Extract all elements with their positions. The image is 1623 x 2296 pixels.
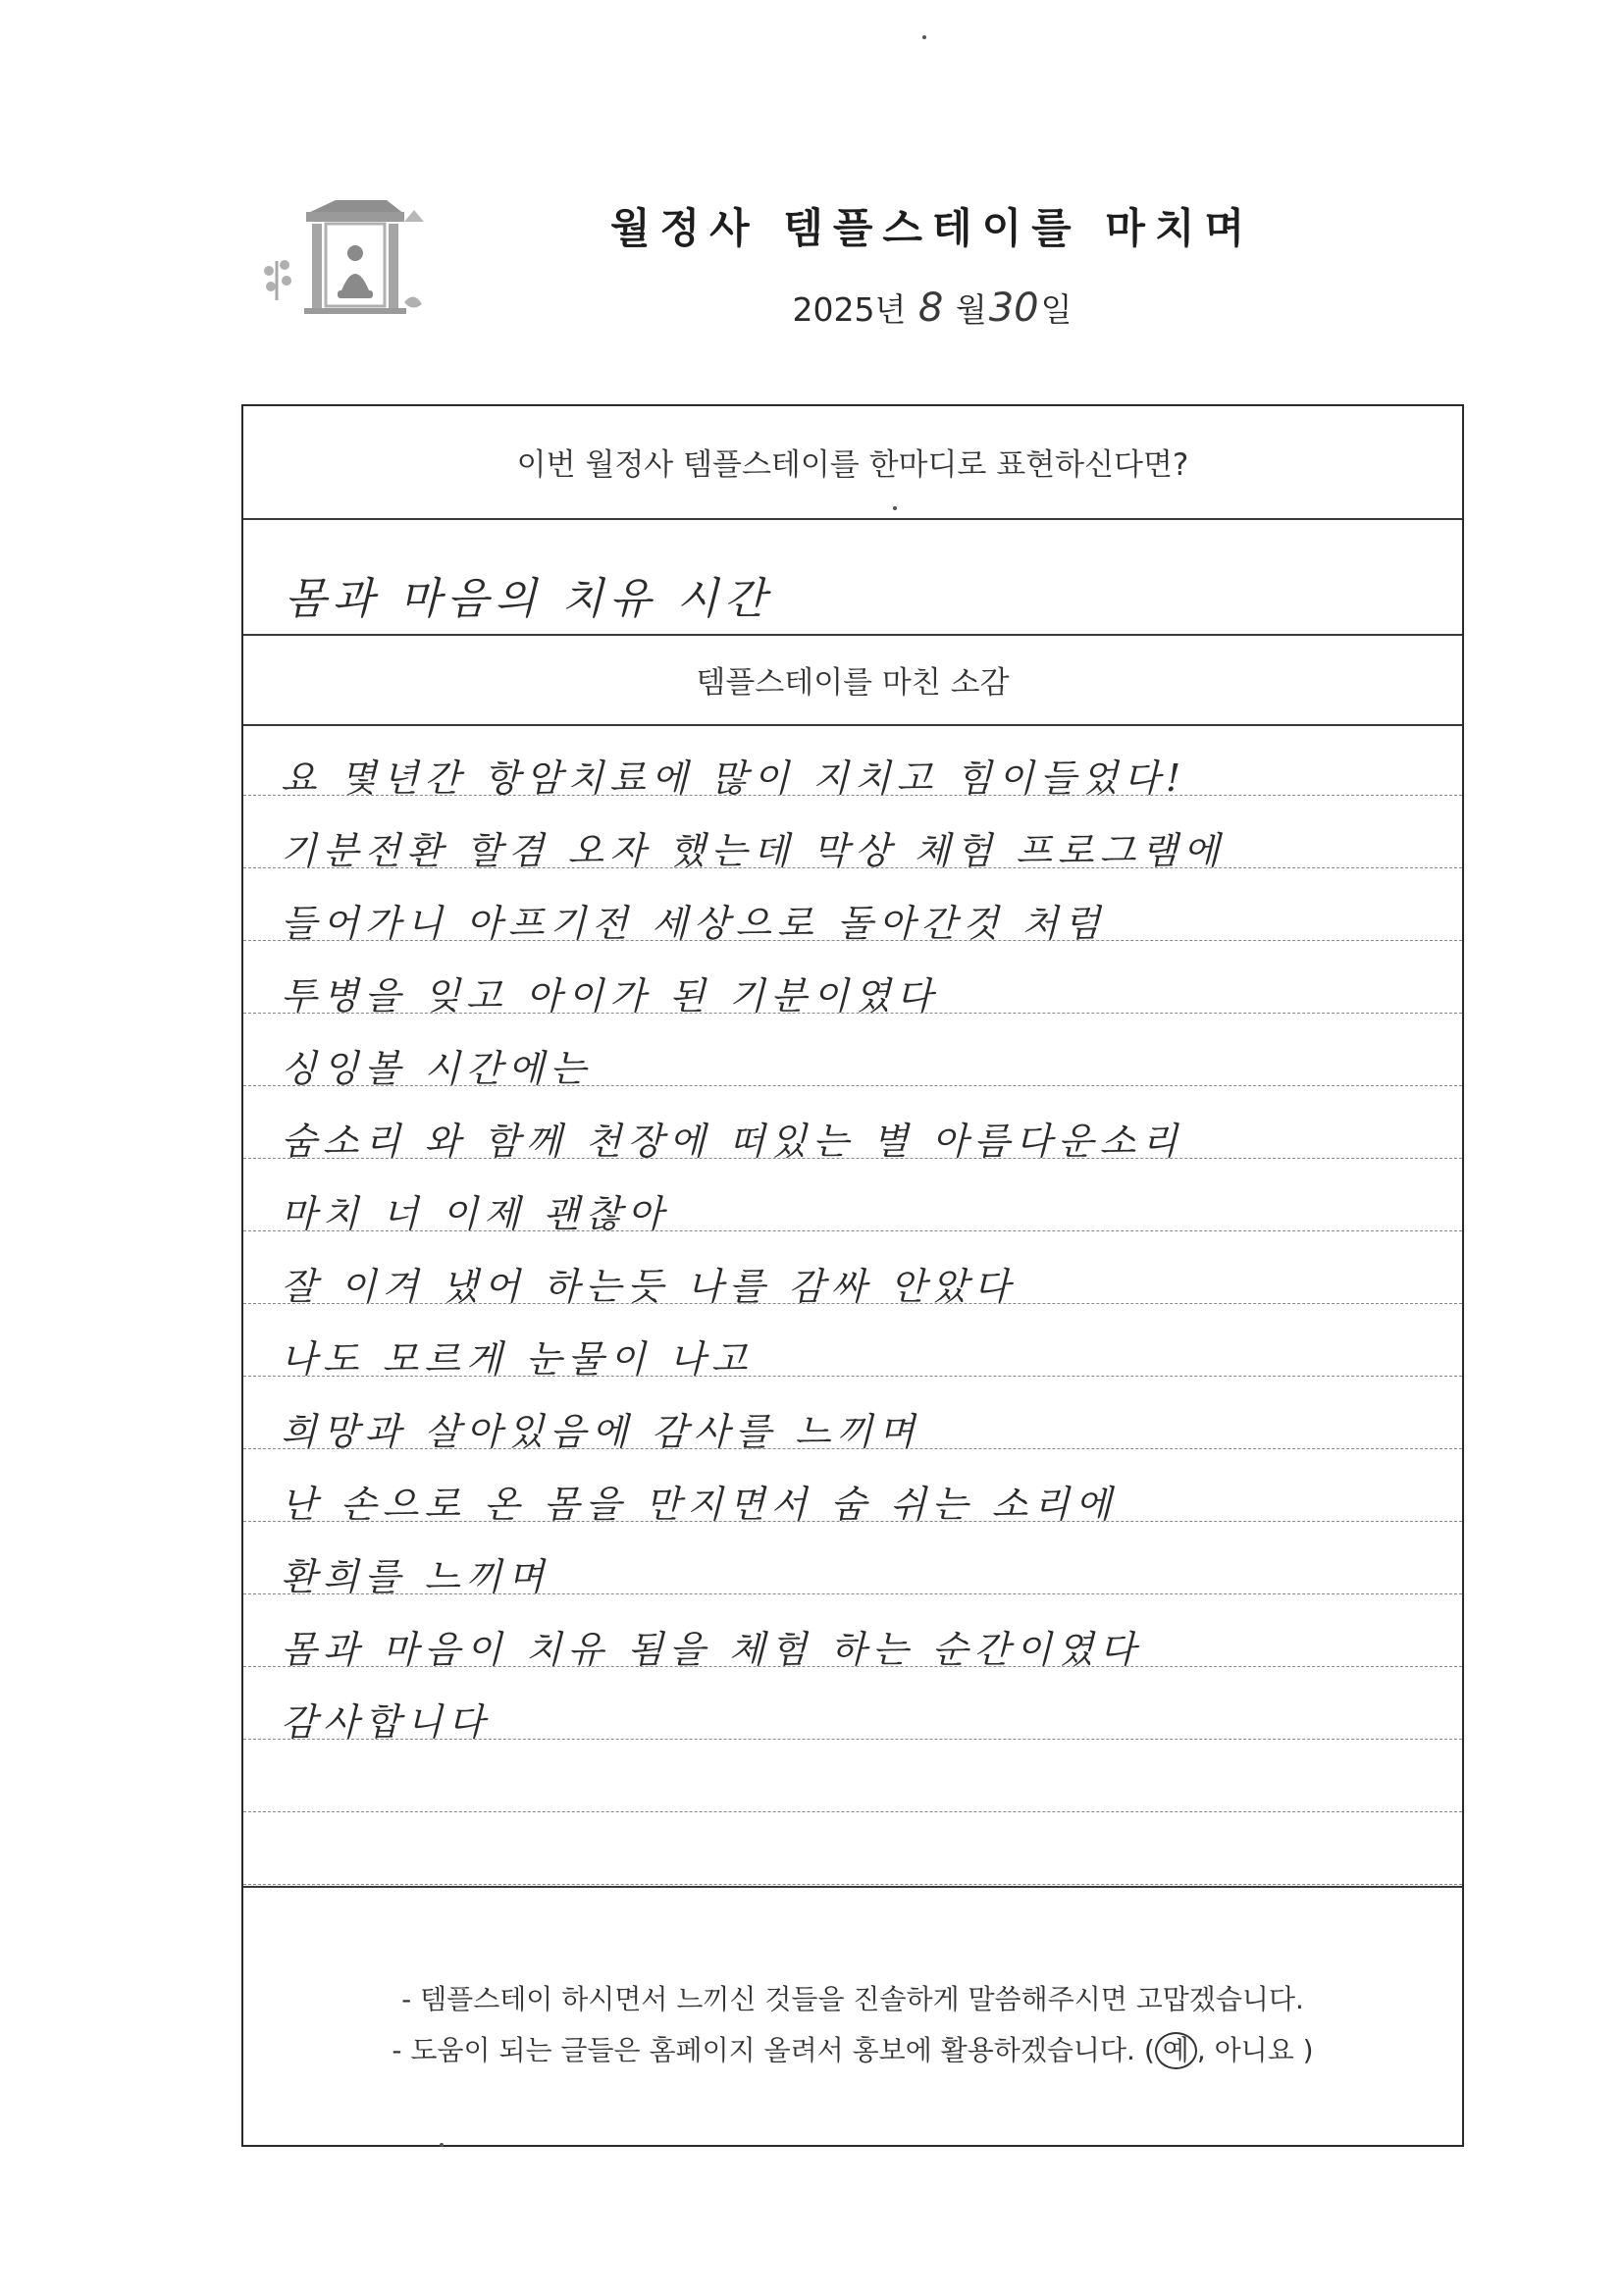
- scan-speck: [893, 506, 897, 510]
- impression-line: 요 몇년간 항암치료에 많이 지치고 힘이들었다!: [281, 757, 1187, 800]
- impression-line: 마치 너 이제 괜찮아: [281, 1192, 669, 1235]
- one-word-question: 이번 월정사 템플스테이를 한마디로 표현하신다면?: [516, 447, 1189, 483]
- footer-note-2-prefix: - 도움이 되는 글들은 홈페이지 올려서 홍보에 활용하겠습니다. (: [392, 2034, 1155, 2066]
- impression-line: 환희를 느끼며: [281, 1555, 550, 1598]
- date-line: [550, 285, 1315, 331]
- one-word-answer: 몸과 마음의 치유 시간: [285, 574, 772, 624]
- date-month: 8: [917, 286, 944, 331]
- date-day: 30: [988, 286, 1039, 331]
- date-day-suffix: 일: [1040, 290, 1073, 329]
- footer-note-1: - 템플스테이 하시면서 느끼신 것들을 진솔하게 말씀해주시면 고맙겠습니다.: [401, 1983, 1304, 2015]
- date-year: 2025: [792, 290, 875, 329]
- ruled-line: [243, 1884, 1462, 1885]
- impressions-heading: 템플스테이를 마친 소감: [696, 665, 1010, 701]
- divider: [243, 518, 1462, 520]
- impression-line: 감사합니다: [281, 1700, 491, 1744]
- divider: [243, 634, 1462, 636]
- impression-line: 투병을 잊고 아이가 된 기분이였다: [281, 974, 939, 1018]
- survey-form: [241, 404, 1464, 2147]
- scan-speck: [440, 2143, 444, 2147]
- impression-line: 들어가니 아프기전 세상으로 돌아간것 처럼: [281, 902, 1107, 945]
- impression-line: 기분전환 할겸 오자 했는데 막상 체험 프로그램에: [281, 829, 1226, 872]
- date-month-suffix: 월: [955, 290, 987, 329]
- impression-line: 숨소리 와 함께 천장에 떠있는 별 아름다운소리: [281, 1120, 1183, 1163]
- ruled-line: [243, 1811, 1462, 1812]
- page-title: 월정사 템플스테이를 마치며: [609, 204, 1255, 252]
- date-year-suffix: 년: [874, 290, 907, 329]
- impression-line: 잘 이겨 냈어 하는듯 나를 감싸 안았다: [281, 1265, 1017, 1308]
- impression-line: 난 손으로 온 몸을 만지면서 숨 쉬는 소리에: [281, 1483, 1118, 1526]
- impression-line: 몸과 마음이 치유 됨을 체험 하는 순간이였다: [281, 1628, 1142, 1671]
- consent-yes-option[interactable]: 예: [1155, 2032, 1197, 2069]
- divider: [243, 1886, 1462, 1888]
- footer-notes: [243, 1974, 1462, 2076]
- scan-speck: [922, 35, 926, 39]
- temple-buddha-logo-icon: [257, 192, 424, 325]
- divider: [243, 724, 1462, 726]
- impression-line: 희망과 살아있음에 감사를 느끼며: [281, 1410, 921, 1453]
- footer-note-2-suffix: , 아니요 ): [1196, 2034, 1314, 2066]
- footer-note-2: [243, 2025, 1462, 2076]
- impression-line: 싱잉볼 시간에는: [281, 1047, 593, 1090]
- impression-line: 나도 모르게 눈물이 나고: [281, 1337, 754, 1381]
